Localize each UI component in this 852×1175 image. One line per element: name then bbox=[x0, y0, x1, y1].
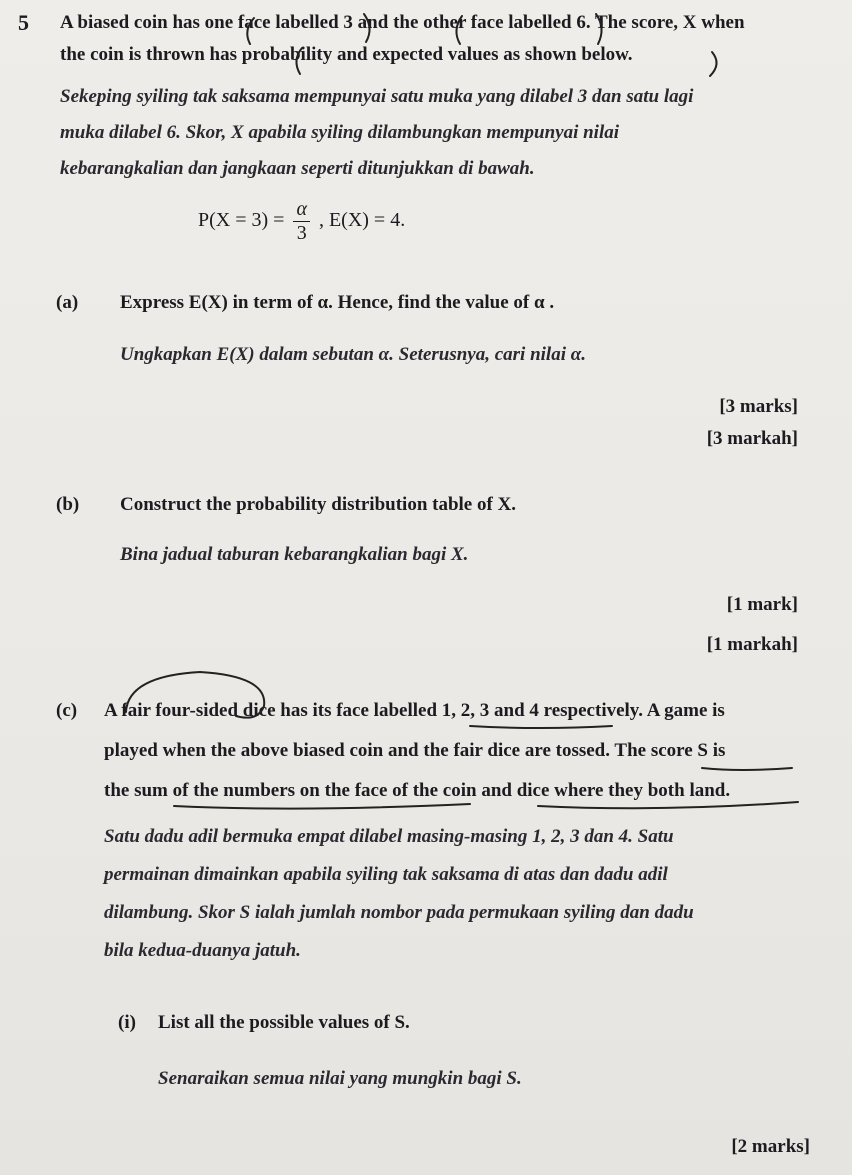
part-c-i-en: List all the possible values of S. bbox=[158, 1012, 410, 1033]
pen-underline-labels bbox=[470, 726, 612, 728]
intro-ms-line-1: Sekeping syiling tak saksama mempunyai satu muka yang dilabel 3 dan satu lagi bbox=[60, 86, 694, 107]
pen-bracket-six bbox=[596, 14, 602, 44]
part-c-ms-line-2: permainan dimainkan apabila syiling tak saksama di atas dan dadu adil bbox=[104, 864, 668, 885]
part-c-en-line-1: A fair four-sided dice has its face labelled 1, 2, 3 and 4 respectively. A game is bbox=[104, 700, 725, 721]
pen-circle-dice bbox=[126, 672, 264, 718]
intro-en-line-2: the coin is thrown has probability and expected values as shown below. bbox=[60, 44, 633, 65]
part-c-ms-line-4: bila kedua-duanya jatuh. bbox=[104, 940, 301, 961]
part-b-label: (b) bbox=[56, 494, 80, 515]
part-c-label: (c) bbox=[56, 700, 78, 721]
intro-ms-line-2: muka dilabel 6. Skor, X apabila syiling dilambungkan mempunyai nilai bbox=[60, 122, 620, 143]
intro-en-line-1: A biased coin has one face labelled 3 and the other face labelled 6. The score, X when bbox=[60, 12, 745, 33]
part-a-marks-ms: [3 markah] bbox=[706, 428, 798, 449]
pen-bracket-three bbox=[364, 14, 370, 42]
part-c-ms-line-3: dilambung. Skor S ialah jumlah nombor pada permukaan syiling dan dadu bbox=[104, 902, 694, 923]
part-a-marks-en: [3 marks] bbox=[719, 396, 798, 417]
pen-bracket-the bbox=[456, 16, 462, 44]
formula-numerator: α bbox=[293, 198, 310, 222]
pen-underline-dice bbox=[538, 802, 798, 808]
part-a-en: Express E(X) in term of α. Hence, find the value of α . bbox=[120, 292, 555, 313]
part-b-marks-en: [1 mark] bbox=[726, 594, 798, 615]
pen-bracket-probability bbox=[296, 48, 302, 74]
intro-ms-line-3: kebarangkalian dan jangkaan seperti ditunjukkan di bawah. bbox=[60, 158, 535, 179]
formula-lhs: P(X = 3) = bbox=[198, 209, 285, 232]
pen-underline-score bbox=[702, 768, 792, 770]
part-c-i-marks-en: [2 marks] bbox=[731, 1136, 810, 1157]
part-c-i-ms: Senaraikan semua nilai yang mungkin bagi S. bbox=[158, 1068, 522, 1089]
part-b-en: Construct the probability distribution table of X. bbox=[120, 494, 517, 515]
part-b-marks-ms: [1 markah] bbox=[706, 634, 798, 655]
question-number: 5 bbox=[18, 10, 29, 35]
part-c-en-line-2: played when the above biased coin and the fair dice are tossed. The score S is bbox=[104, 740, 726, 761]
pen-bracket-below bbox=[710, 52, 717, 76]
part-a-ms: Ungkapkan E(X) dalam sebutan α. Seterusnya, cari nilai α. bbox=[120, 344, 587, 365]
part-b-ms: Bina jadual taburan kebarangkalian bagi X. bbox=[120, 544, 469, 565]
part-a-label: (a) bbox=[56, 292, 79, 313]
formula-rhs: , E(X) = 4. bbox=[318, 209, 406, 232]
part-c-i-label: (i) bbox=[118, 1012, 136, 1033]
part-c-en-line-3: the sum of the numbers on the face of the coin and dice where they both land. bbox=[104, 780, 731, 801]
formula-denominator: 3 bbox=[296, 222, 307, 244]
pen-bracket-one bbox=[247, 18, 254, 44]
pen-underline-sum bbox=[174, 804, 470, 809]
part-c-ms-line-1: Satu dadu adil bermuka empat dilabel masing-masing 1, 2, 3 dan 4. Satu bbox=[104, 826, 674, 847]
